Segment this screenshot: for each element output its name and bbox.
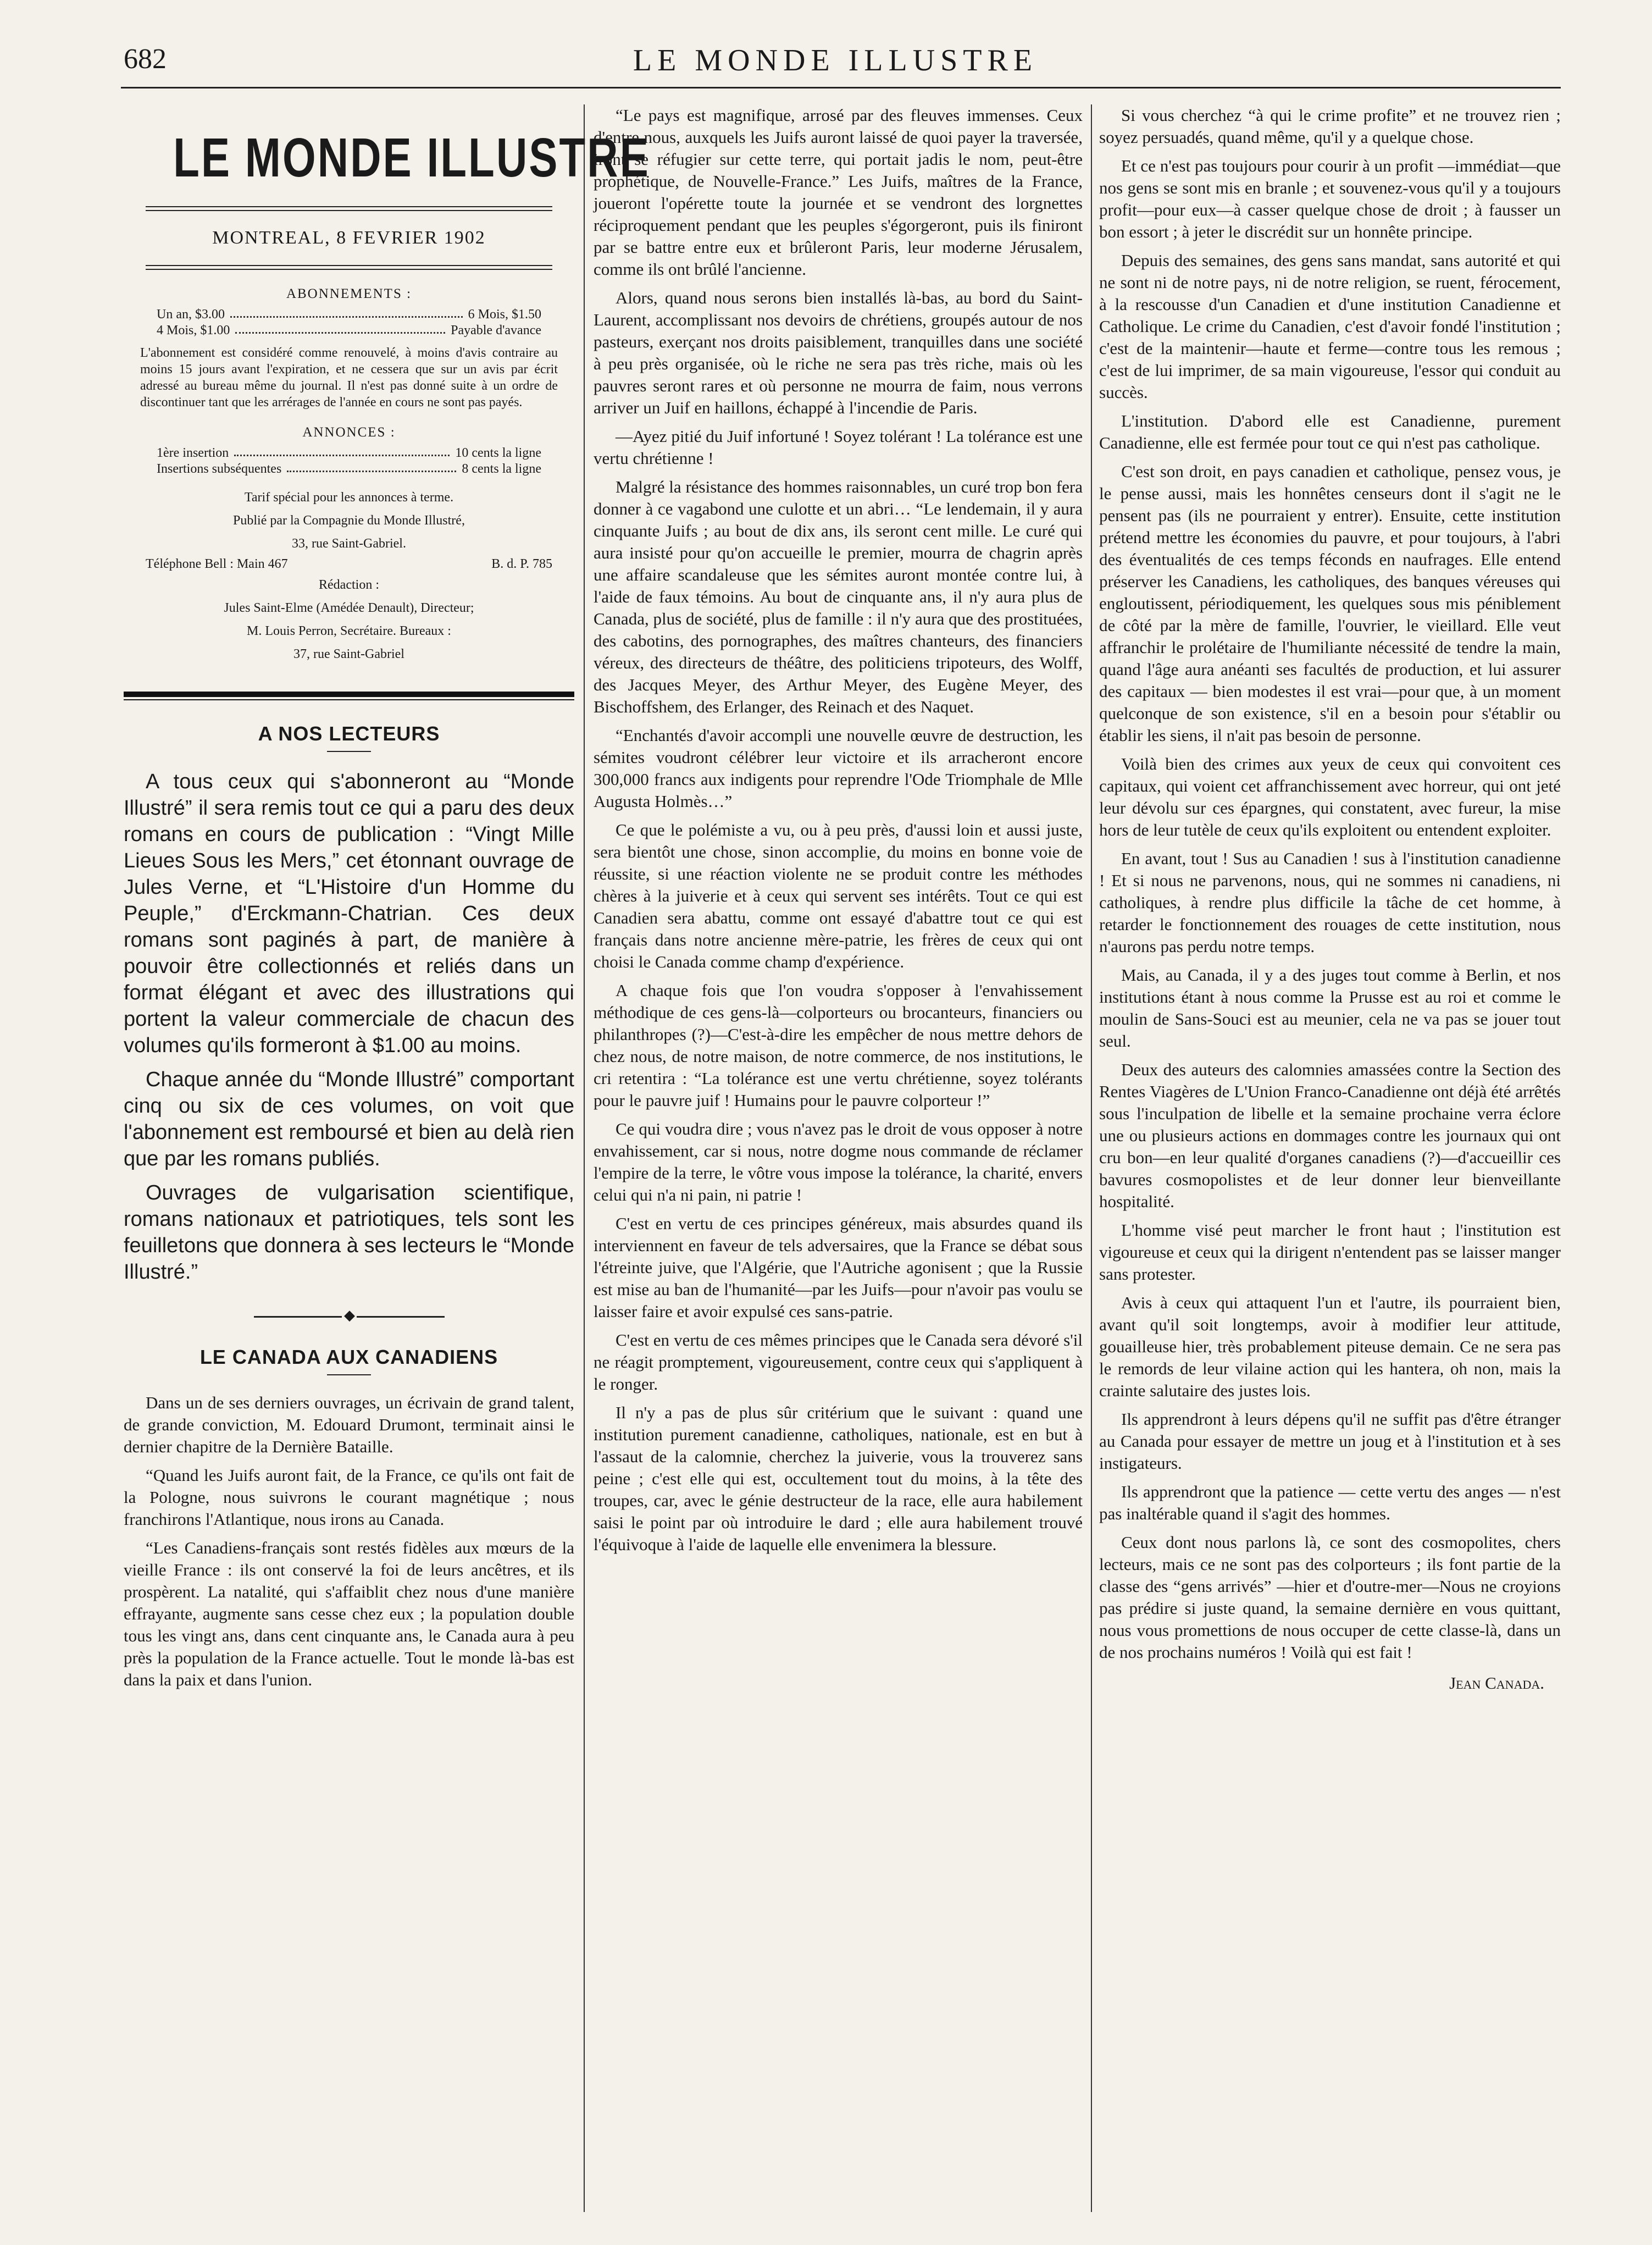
ad-rate — [157, 446, 541, 461]
article-paragraph: Et ce n'est pas toujours pour courir à un profit —immédiat—que nos gens se sont mis en branle ; et souvenez-vous qu'il y a toujours profit—pour eux—à casser quelque chose de droit ; à fausser un bon essort ; à jeter le discrédit sur un honnête principe. — [1099, 156, 1561, 241]
double-rule — [146, 206, 552, 211]
article-paragraph: —Ayez pitié du Juif infortuné ! Soyez tolérant ! La tolérance est une vertu chrétienne ! — [594, 427, 1083, 468]
running-title: LE MONDE ILLUSTRE — [633, 43, 1038, 78]
canada-heading: LE CANADA AUX CANADIENS — [199, 1346, 498, 1368]
lecteurs-heading: A NOS LECTEURS — [258, 722, 440, 745]
article-paragraph: Alors, quand nous serons bien installés là-bas, au bord du Saint-Laurent, accomplissant nos devoirs de chrétiens, groupés autour de nos pasteurs, exerçant nos droits paisiblement, tranquilles dans une société à peu près organisée, où le riche ne sera pas très riche, mais où les pauvres seront rares et où personne ne mourra de faim, nous verrons arriver un Juif en haillons, échappé à l'incendie de Paris. — [594, 288, 1083, 417]
subscription-notice: L'abonnement est considéré comme renouvelé, à moins d'avis contraire au moins 15 jours avant l'expiration, et ne cessera que sur un avis par écrit adressé au bureau même du journal. Il n'est pas donné suite à un ordre de discontinuer tant que les arrérages de l'année en cours ne sont pas payés. — [140, 346, 558, 410]
subscription-rate — [157, 307, 541, 322]
canada-paragraph: “Les Canadiens-français sont restés fidèles aux mœurs de la vieille France : ils ont conservé la foi de leurs ancêtres, et ils prospèrent. La natalité, qui s'affaiblit chez nous d'une manière effrayante, augmente sans cesse chez eux ; la population double tous les vingt ans, dans cent cinquante ans, le Canada aura à peu près la population de la France actuelle. Tout le monde là-bas est dans la paix et dans l'union. — [124, 1538, 574, 1689]
article-paragraph: Ce qui voudra dire ; vous n'avez pas le droit de vous opposer à notre envahissement, car si nous, notre dogme nous commande de réclamer l'empire de la terre, le vôtre vous impose la tolérance, la charité, envers celui qui n'a ni pain, ni patrie ! — [594, 1119, 1083, 1204]
canada-paragraph: “Quand les Juifs auront fait, de la France, ce qu'ils ont fait de la Pologne, nous suivrons le courant magnétique ; nous franchirons l'Atlantique, nous irons au Canada. — [124, 1466, 574, 1529]
rate-label: Insertions subséquentes — [157, 462, 282, 476]
article-paragraph: Ce que le polémiste a vu, ou à peu près, d'aussi loin et aussi juste, sera bientôt une chose, sinon accomplie, du moins en bonne voie de réussite, si une réaction violente ne se produit contre les méthodes chères à la juiverie et à ceux qui servent ses intérêts. Tout ce qui est Canadien sera abattu, comme ont essayé d'abattre tout ce qui est français dans notre ancienne mère-patrie, les frères de ceux qui ont choisi le Canada comme champ d'expérience. — [594, 820, 1083, 971]
leader-dots — [235, 323, 445, 334]
article-paragraph: Voilà bien des crimes aux yeux de ceux qui convoitent ces capitaux, qui voient cet affranchissement avec horreur, qui ont jeté leur dévolu sur ces épargnes, qui constatent, avec fureur, la mise hors de leur tutèle de ceux qu'ils exploitent ou entendent exploiter. — [1099, 754, 1561, 839]
contact-line — [146, 557, 552, 572]
thin-rule — [124, 699, 574, 700]
rate-value: 8 cents la ligne — [462, 462, 541, 476]
ads-heading: ANNONCES : — [302, 425, 396, 440]
rate-label: Un an, $3.00 — [157, 307, 225, 322]
rate-label: 4 Mois, $1.00 — [157, 323, 230, 338]
article-paragraph: C'est en vertu de ces mêmes principes que le Canada sera dévoré s'il ne réagit promptement, vigoureusement, contre ceux qui s'appliquent à le ronger. — [594, 1330, 1083, 1394]
column-2 — [594, 104, 1083, 2223]
article-paragraph: C'est son droit, en pays canadien et catholique, pensez vous, je le pense aussi, mais les honnêtes censeurs dont il s'agit ne le pensent pas (ils ne pourraient y entrer). Ensuite, cette institution prétend mettre les économies du pauvre, et pour toujours, à l'abri des éventualités de ces temps féconds en naufrages. Elle entend préserver les Canadiens, les catholiques, des banques véreuses qui engloutissent, périodiquement, les quelques sous mis péniblement de côté par la mère de famille, l'ouvrier, le vieillard. Elle veut affranchir le prolétaire de l'humiliante nécessité de tendre la main, quand l'âge aura anéanti ses facultés de production, et lui assurer des capitaux — bien modestes il est vrai—pour que, à un moment quelconque de son existence, s'il en a besoin pour s'établir ou établir les siens, il n'ait pas besoin de personne. — [1099, 462, 1561, 745]
heavy-rule — [124, 692, 574, 697]
article-paragraph: L'institution. D'abord elle est Canadienne, purement Canadienne, elle est fermée pour tout ce qui n'est pas catholique. — [1099, 411, 1561, 452]
page-number: 682 — [124, 43, 167, 75]
subscription-rate — [157, 323, 541, 338]
special-rate-note: Tarif spécial pour les annonces à terme. — [244, 490, 454, 505]
ad-rate — [157, 462, 541, 477]
header-rule — [121, 87, 1561, 89]
double-rule — [146, 265, 552, 270]
column-3 — [1099, 104, 1561, 2223]
column-1 — [124, 104, 650, 2223]
short-rule — [327, 1374, 371, 1375]
column-rule — [584, 104, 585, 2212]
short-rule — [327, 751, 371, 752]
leader-dots — [230, 307, 463, 318]
running-header — [115, 43, 1555, 87]
subscriptions-heading: ABONNEMENTS : — [286, 286, 412, 301]
masthead-title: LE MONDE ILLUSTRE — [173, 127, 650, 189]
office-address: 37, rue Saint-Gabriel — [293, 647, 404, 661]
article-paragraph: C'est en vertu de ces principes généreux, mais absurdes quand ils interviennent en faveur de tels adversaires, que la France se débat sous l'étreinte juive, que l'Algérie, que l'Autriche agonisent ; que la Russie est mise au ban de l'humanité—par les Juifs—pour n'avoir pas voulu se laisser faire et avoir expulsé ces sans-patrie. — [594, 1214, 1083, 1321]
article-paragraph: A chaque fois que l'on voudra s'opposer à l'envahissement méthodique de ces gens-là—colporteurs ou brocanteurs, financiers ou philanthropes (?)—C'est-à-dire les empêcher de nous mettre dehors de chez nous, de notre maison, de notre commerce, de nos institutions, le cri retentira : “La tolérance est une vertu chrétienne, soyez tolérants pour le pauvre juif ! Humains pour le pauvre colporteur !” — [594, 981, 1083, 1110]
post-box: B. d. P. 785 — [491, 557, 552, 571]
rate-value: 6 Mois, $1.50 — [468, 307, 541, 322]
author-signature: Jean Canada. — [1449, 1673, 1544, 1693]
lecteurs-paragraph: A tous ceux qui s'abonneront au “Monde Illustré” il sera remis tout ce qui a paru des deux romans en cours de publication : “Vingt Mille Lieues Sous les Mers,” cet étonnant ouvrage de Jules Verne, et “L'Histoire d'un Homme du Peuple,” d'Erckmann-Chatrian. Ces deux romans sont paginés à part, de manière à pouvoir être collectionnés et reliés dans un format élégant et avec des illustrations qui portent la valeur commerciale de chacun des volumes qu'ils formeront à $1.00 au moins. — [124, 770, 574, 1057]
lecteurs-paragraph: Chaque année du “Monde Illustré” comportant cinq ou six de ces volumes, on voit que l'abonnement est remboursé et bien au delà rien que par les romans publiés. — [124, 1068, 574, 1170]
secretary-line: M. Louis Perron, Secrétaire. Bureaux : — [247, 624, 451, 638]
leader-dots — [287, 462, 456, 472]
leader-dots — [234, 446, 450, 456]
article-paragraph: Depuis des semaines, des gens sans mandat, sans autorité et qui ne sont ni de notre pays, ni de notre religion, se ruent, férocement, à la rescousse d'un Canadien et d'une institution Canadienne et Catholique. Le crime du Canadien, c'est d'avoir fondé l'institution ; c'est de la maintenir—haute et ferme—contre tous les remous ; c'est de lui imprimer, de sa main vigoureuse, l'essor qui conduit au succès. — [1099, 251, 1561, 402]
article-paragraph: L'homme visé peut marcher le front haut ; l'institution est vigoureuse et ceux qui la dirigent n'entendent pas se laisser manger sans protester. — [1099, 1220, 1561, 1284]
director-line: Jules Saint-Elme (Amédée Denault), Directeur; — [224, 601, 474, 615]
canada-paragraph: Dans un de ses derniers ouvrages, un écrivain de grand talent, de grande conviction, M. Edouard Drumont, terminait ainsi le dernier chapitre de la Dernière Bataille. — [124, 1393, 574, 1456]
rate-value: Payable d'avance — [451, 323, 541, 338]
article-paragraph: Mais, au Canada, il y a des juges tout comme à Berlin, et nos institutions étant à nous comme la Prusse est au roi et comme le moulin de Sans-Souci est au meunier, cela ne va pas se jouer tout seul. — [1099, 965, 1561, 1050]
publisher-address: 33, rue Saint-Gabriel. — [292, 537, 406, 551]
article-paragraph: “Le pays est magnifique, arrosé par des fleuves immenses. Ceux d'entre nous, auxquels les Juifs auront laissé de quoi payer la traversée, iront se réfugier sur cette terre, qui portait jadis le nom, peut-être prophétique, de Nouvelle-France.” Les Juifs, maîtres de la France, joueront l'opérette toute la journée et se vendront des lorgnettes réciproquement pendant que les peuples s'égorgeront, puis ils finiront par se battre entre eux et brûleront Paris, leur moderne Jérusalem, comme ils ont brûlé l'ancienne. — [594, 106, 1083, 279]
redaction-heading: Rédaction : — [319, 578, 379, 592]
ornament-divider: ◆ — [124, 1307, 574, 1324]
dateline: MONTREAL, 8 FEVRIER 1902 — [212, 228, 486, 248]
rate-value: 10 cents la ligne — [455, 446, 541, 460]
publisher-line: Publié par la Compagnie du Monde Illustré, — [233, 513, 465, 528]
lecteurs-paragraph: Ouvrages de vulgarisation scientifique, romans nationaux et patriotiques, tels sont les feuilletons que donnera à ses lecteurs le “Monde Illustré.” — [124, 1181, 574, 1284]
phone-number: Téléphone Bell : Main 467 — [146, 557, 288, 571]
article-paragraph: Ils apprendront que la patience — cette vertu des anges — n'est pas inaltérable quand il s'agit des hommes. — [1099, 1482, 1561, 1523]
article-paragraph: “Enchantés d'avoir accompli une nouvelle œuvre de destruction, les sémites voudront célébrer leur victoire et ils arracheront encore 300,000 francs aux indigents pour reprendre l'Ode Triomphale de Mlle Augusta Holmès…” — [594, 726, 1083, 811]
article-paragraph: Avis à ceux qui attaquent l'un et l'autre, ils pourraient bien, avant qu'il soit longtemps, avoir à modifier leur attitude, gouailleuse hier, très probablement piteuse demain. Ce ne sera pas le remords de leur vilaine action qui les hantera, oh non, mais la crainte salutaire des justes lois. — [1099, 1293, 1561, 1400]
article-paragraph: Malgré la résistance des hommes raisonnables, un curé trop bon fera donner à ce vagabond une culotte et un abri… “Le lendemain, il y aura cinquante Juifs ; au bout de dix ans, ils seront cent mille. Le curé qui aura insisté pour qu'on accueille le premier, mourra de chagrin après une affaire scandaleuse que les sémites auront montée contre lui, à l'aide de faux témoins. Au bout de cinquante ans, il n'y aura plus de Canada, plus de société, plus de famille : il n'y aura que des prostituées, des cabotins, des pornographes, des maîtres chanteurs, des financiers véreux, des directeurs de théâtre, des politiciens tripoteurs, des Wolff, des Jacques Meyer, des Arthur Meyer, des Eugène Meyer, des Bischoffshem, des Erlanger, des Reinach et des Naquet. — [594, 477, 1083, 716]
article-paragraph: Ils apprendront à leurs dépens qu'il ne suffit pas d'être étranger au Canada pour essayer de mettre un joug et à l'institution et à ses instigateurs. — [1099, 1409, 1561, 1473]
article-paragraph: Ceux dont nous parlons là, ce sont des cosmopolites, chers lecteurs, mais ce ne sont pas des colporteurs ; ils font partie de la classe des “gens arrivés” —hier et d'outre-mer—Nous ne croyions pas prédire si juste quand, la semaine dernière en vous quittant, nous vous promettions de nous occuper de cette classe-là, dans un de nos prochains numéros ! Voilà qui est fait ! — [1099, 1533, 1561, 1662]
rate-label: 1ère insertion — [157, 446, 229, 460]
article-paragraph: Si vous cherchez “à qui le crime profite” et ne trouvez rien ; soyez persuadés, quand même, qu'il y a quelque chose. — [1099, 106, 1561, 147]
column-rule — [1091, 104, 1092, 2212]
article-paragraph: Deux des auteurs des calomnies amassées contre la Section des Rentes Viagères de L'Union Franco-Canadienne ont déjà été arrêtés sous l'inculpation de libelle et la semaine prochaine verra éclore une ou plusieurs actions en dommages contre les journaux qui ont cru bon—en leur qualité d'organes canadiens (?)—d'accueillir ces bavures cosmopolistes et de leur donner leur bienveillante hospitalité. — [1099, 1060, 1561, 1211]
article-paragraph: Il n'y a pas de plus sûr critérium que le suivant : quand une institution purement canadienne, catholiques, nationale, est en but à l'assaut de la calomnie, cherchez la juiverie, vous la trouverez sans peine ; c'est elle qui est, occultement tout du moins, à la tête des troupes, car, avec le génie destructeur de la race, elle aura habilement saisi le point par où introduire le dard ; elle aura habilement trouvé l'équivoque à l'aide de laquelle elle envenimera la blessure. — [594, 1403, 1083, 1554]
article-paragraph: En avant, tout ! Sus au Canadien ! sus à l'institution canadienne ! Et si nous ne parvenons, nous, qui ne sommes ni canadiens, ni catholiques, à rendre plus difficile la tâche de cet homme, à retarder le fonctionnement des rouages de cette institution, nous n'aurons pas perdu notre temps. — [1099, 849, 1561, 956]
